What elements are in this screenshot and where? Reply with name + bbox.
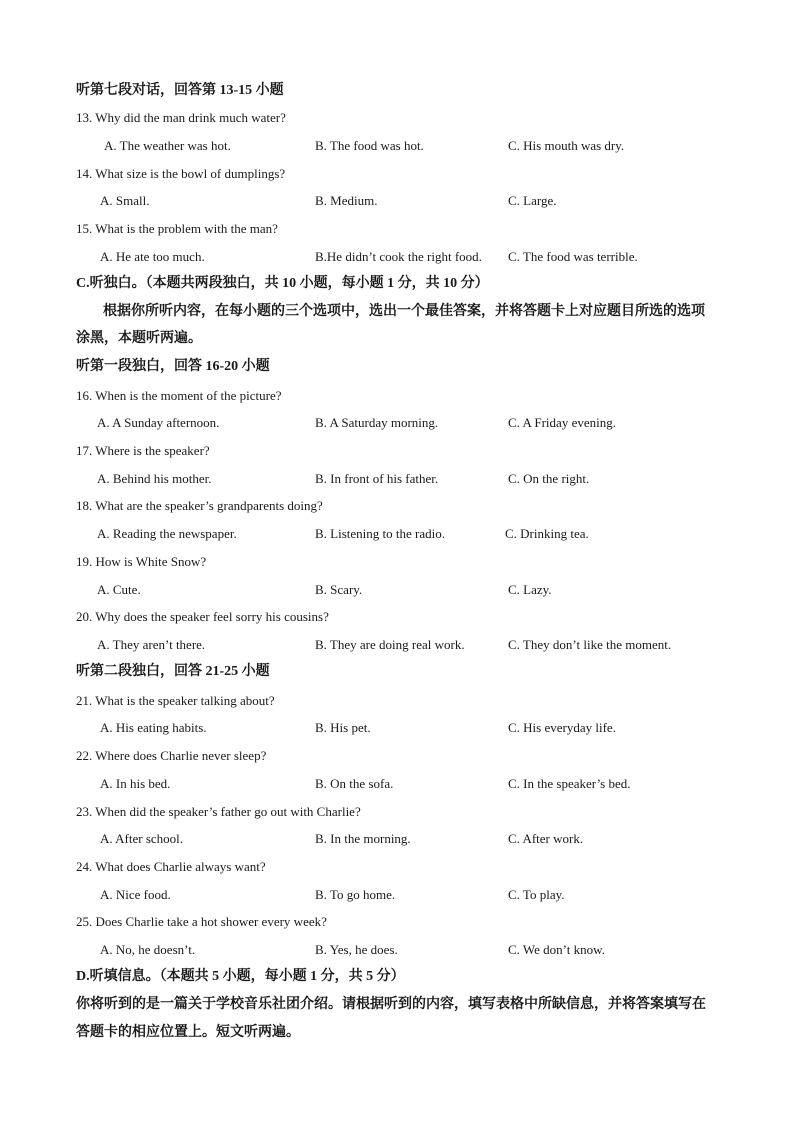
question-22: 22. Where does Charlie never sleep? <box>76 748 267 763</box>
question-13: 13. Why did the man drink much water? <box>76 110 286 125</box>
question-25-option-a: A. No, he doesn’t. <box>100 942 196 957</box>
question-13-option-b: B. The food was hot. <box>315 138 424 153</box>
question-20-option-b: B. They are doing real work. <box>315 637 465 652</box>
question-24-option-a: A. Nice food. <box>100 887 171 902</box>
question-25-option-c: C. We don’t know. <box>508 942 605 957</box>
question-17-option-a: A. Behind his mother. <box>97 471 212 486</box>
question-21-option-c: C. His everyday life. <box>508 720 616 735</box>
question-19-option-b: B. Scary. <box>315 582 363 597</box>
question-17-option-c: C. On the right. <box>508 471 590 486</box>
question-13-option-c: C. His mouth was dry. <box>508 138 625 153</box>
question-19-option-a: A. Cute. <box>97 582 141 597</box>
question-23-option-b: B. In the morning. <box>315 831 411 846</box>
section-c-heading: C.听独白。（本题共两段独白，共 10 小题，每小题 1 分，共 10 分） <box>76 276 489 291</box>
question-22-option-a: A. In his bed. <box>100 776 171 791</box>
question-18-option-a: A. Reading the newspaper. <box>97 526 237 541</box>
question-25: 25. Does Charlie take a hot shower every week? <box>76 914 327 929</box>
question-14-option-a: A. Small. <box>100 193 150 208</box>
question-16-option-b: B. A Saturday morning. <box>315 415 439 430</box>
question-16-option-a: A. A Sunday afternoon. <box>97 415 220 430</box>
question-14-option-c: C. Large. <box>508 193 557 208</box>
question-13-option-a: A. The weather was hot. <box>104 138 231 153</box>
question-22-option-b: B. On the sofa. <box>315 776 394 791</box>
question-15: 15. What is the problem with the man? <box>76 221 278 236</box>
question-14-option-b: B. Medium. <box>315 193 378 208</box>
question-21-option-b: B. His pet. <box>315 720 371 735</box>
section-heading-monologue-1: 听第一段独白，回答 16-20 小题 <box>76 359 270 374</box>
question-15-option-a: A. He ate too much. <box>100 249 205 264</box>
question-14: 14. What size is the bowl of dumplings? <box>76 166 286 181</box>
section-heading-monologue-2: 听第二段独白，回答 21-25 小题 <box>76 664 270 679</box>
question-21: 21. What is the speaker talking about? <box>76 693 275 708</box>
question-16: 16. When is the moment of the picture? <box>76 388 282 403</box>
section-c-instructions-line-1: 根据你所听内容，在每小题的三个选项中，选出一个最佳答案，并将答题卡上对应题目所选的选项 <box>103 304 705 319</box>
section-d-instructions-line-1: 你将听到的是一篇关于学校音乐社团介绍。请根据听到的内容，填写表格中所缺信息，并将答案填写在 <box>76 997 706 1012</box>
question-19-option-c: C. Lazy. <box>508 582 552 597</box>
question-20-option-c: C. They don’t like the moment. <box>508 637 672 652</box>
question-17-option-b: B. In front of his father. <box>315 471 439 486</box>
question-21-option-a: A. His eating habits. <box>100 720 207 735</box>
question-19: 19. How is White Snow? <box>76 554 207 569</box>
section-d-heading: D.听填信息。（本题共 5 小题，每小题 1 分，共 5 分） <box>76 969 405 984</box>
question-16-option-c: C. A Friday evening. <box>508 415 616 430</box>
question-23: 23. When did the speaker’s father go out with Charlie? <box>76 804 361 819</box>
section-d-instructions-line-2: 答题卡的相应位置上。短文听两遍。 <box>76 1025 300 1040</box>
question-15-option-b: B.He didn’t cook the right food. <box>315 249 482 264</box>
question-24: 24. What does Charlie always want? <box>76 859 266 874</box>
question-22-option-c: C. In the speaker’s bed. <box>508 776 631 791</box>
question-20-option-a: A. They aren’t there. <box>97 637 206 652</box>
question-18-option-c: C. Drinking tea. <box>505 526 589 541</box>
question-24-option-b: B. To go home. <box>315 887 396 902</box>
question-23-option-c: C. After work. <box>508 831 584 846</box>
question-23-option-a: A. After school. <box>100 831 184 846</box>
section-heading-dialogue-7: 听第七段对话，回答第 13-15 小题 <box>76 83 284 98</box>
question-18-option-b: B. Listening to the radio. <box>315 526 445 541</box>
question-17: 17. Where is the speaker? <box>76 443 210 458</box>
question-18: 18. What are the speaker’s grandparents doing? <box>76 498 323 513</box>
question-15-option-c: C. The food was terrible. <box>508 249 638 264</box>
section-c-instructions-line-2: 涂黑，本题听两遍。 <box>76 331 202 346</box>
question-25-option-b: B. Yes, he does. <box>315 942 398 957</box>
question-20: 20. Why does the speaker feel sorry his cousins? <box>76 609 329 624</box>
question-24-option-c: C. To play. <box>508 887 565 902</box>
